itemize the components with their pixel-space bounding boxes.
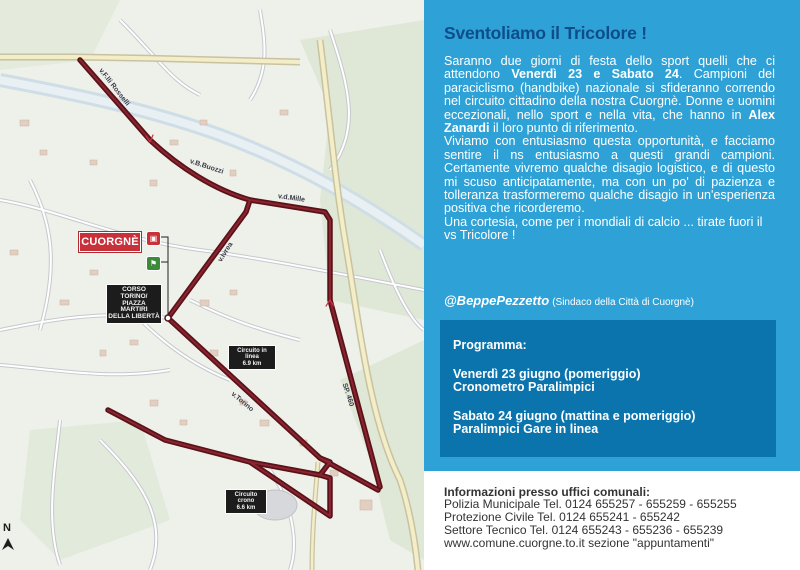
paragraph-3: Una cortesia, come per i mondiali di calcio ... tirate fuori il vs Tricolore !: [444, 214, 763, 243]
circuit-linea-badge: Circuito in linea 6.9 km: [229, 346, 275, 369]
city-label-badge: CUORGNÈ: [79, 232, 141, 252]
panel-title: Sventoliamo il Tricolore !: [444, 23, 647, 43]
street-label-mille: v.d.Mille: [277, 193, 306, 204]
start-icon: ▣: [146, 231, 161, 246]
contact-police: Polizia Municipale Tel. 0124 655257 - 655259 - 655255: [444, 497, 737, 511]
north-label: N: [3, 522, 11, 534]
street-label-torino: v.Torino: [229, 390, 255, 414]
website-link[interactable]: www.comune.cuorgne.to.it sezione "appuntamenti": [444, 536, 715, 550]
street-label-sp460: SP. 460: [340, 382, 355, 408]
athlete-name: Alex Zanardi: [444, 107, 775, 136]
paragraph-1: Saranno due giorni di festa dello sport quelli che ci attendono Venerdì 23 e Sabato 24. Campioni del paraciclismo (handbike) nazionale si sfideranno correndo nel circuito cittadino della nostra Cuorgnè. Donne e uomini eccezionali, nello sport e nella vita, che hanno in Alex Zanardi il loro punto di riferimento.: [444, 54, 775, 136]
contact-civil-protection: Protezione Civile Tel. 0124 655241 - 655242: [444, 510, 680, 524]
street-label-rosselli: v.F.lli Rosselli: [97, 67, 131, 108]
street-label-buozzi: v.B.Buozzi: [188, 158, 225, 176]
program-box: [440, 320, 776, 457]
north-arrow-icon: [2, 538, 14, 550]
circuit-crono-badge: Circuito crono 6.6 km: [226, 490, 266, 513]
north-indicator: [2, 522, 12, 534]
event-dates: Venerdì 23 e Sabato 24: [511, 67, 679, 82]
contact-technical-office: Settore Tecnico Tel. 0124 655243 - 655236 - 655239: [444, 523, 724, 537]
signature-handle[interactable]: @BeppePezzetto: [444, 293, 550, 308]
info-panel: [424, 0, 800, 471]
paragraph-2: Viviamo con entusiasmo questa opportunità, e facciamo sentire il ns entusiasmo a questi grandi campioni. Certamente vivremo qualche disagio logistico, e di questo mi scuso anticipatamente, ma con un po' di pazienza e tolleranza trasformeremo qualche disagio in un'esperienza positiva che ricorderemo.: [444, 134, 775, 216]
street-label-ivrea: v.Ivrea: [217, 241, 235, 264]
program-item: [453, 410, 695, 436]
signature: [444, 293, 694, 308]
panel-body: [444, 55, 775, 243]
program-item: [453, 368, 641, 394]
program-item-when: Venerdì 23 giugno (pomeriggio): [453, 367, 641, 381]
program-title: Programma:: [453, 338, 527, 352]
footer-title: Informazioni presso uffici comunali:: [444, 485, 651, 499]
program-item-when: Sabato 24 giugno (mattina e pomeriggio): [453, 409, 696, 423]
signature-role: (Sindaco della Città di Cuorgnè): [552, 297, 694, 308]
contact-footer: [424, 471, 800, 570]
finish-icon: ⚑: [146, 256, 161, 271]
program-item-what: Cronometro Paralimpici: [453, 380, 595, 394]
program-item-what: Paralimpici Gare in linea: [453, 422, 599, 436]
start-point-label: CORSO TORINO/ PIAZZA MARTIRI DELLA LIBERTÀ: [107, 285, 161, 323]
